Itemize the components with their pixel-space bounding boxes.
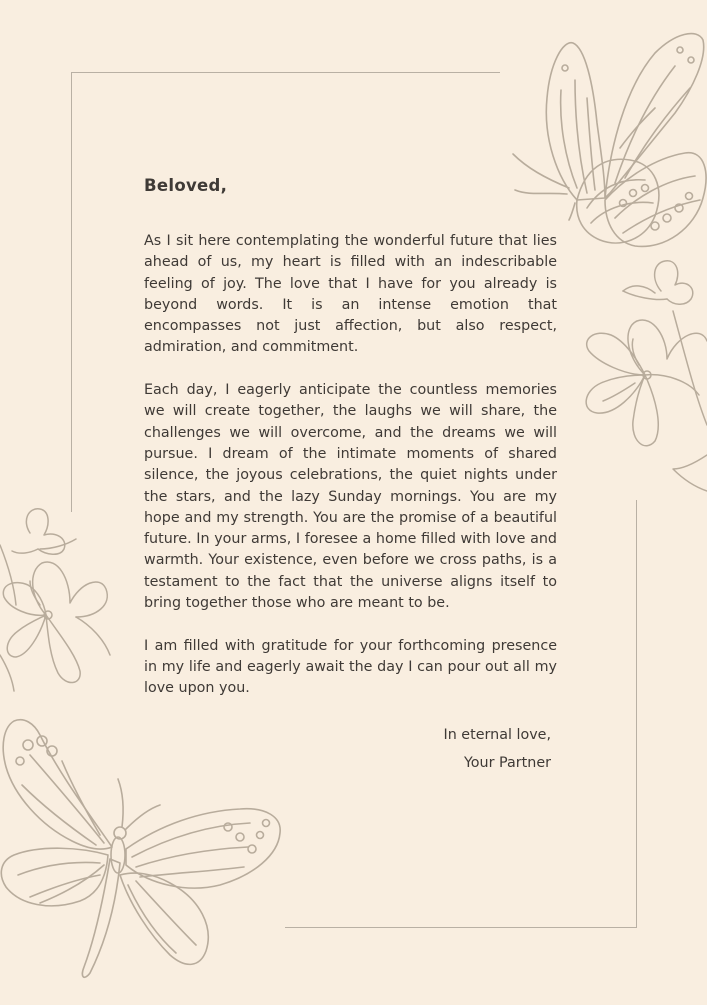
letter-paragraph-3: I am filled with gratitude for your forthcoming presence in my life and eagerly await the day I can pour out all my love upon you. xyxy=(144,637,557,697)
frame-line-bottom xyxy=(285,927,637,928)
letter-paragraph-1: As I sit here contemplating the wonderful future that lies ahead of us, my heart is filled with an indescribable feeling of joy. The love that I have for you already is beyond words. It is an intense emotion that encompasses not just affection, but also respect, admiration, and commitment. xyxy=(144,233,557,356)
letter-closing: In eternal love, xyxy=(443,726,551,743)
flowers-right-icon xyxy=(575,255,707,505)
letter-signoff xyxy=(144,721,557,777)
letter-body xyxy=(144,176,557,777)
letter-paragraph-2: Each day, I eagerly anticipate the countless memories we will create together, the laughs we will share, the challenges we will overcome, and the dreams we will pursue. I dream of the intimate moments of shared silence, the joyous celebrations, the quiet nights under the stars, and the lazy Sunday mornings. You are my hope and my strength. You are the promise of a beautiful future. In your arms, I foresee a home filled with love and warmth. Your existence, even before we cross paths, is a testament to the fact that the universe aligns itself to bring together those who are meant to be. xyxy=(144,382,557,612)
flowers-left-icon xyxy=(0,505,115,695)
frame-line-right xyxy=(636,500,637,928)
frame-line-left xyxy=(71,72,72,512)
letter-signature: Your Partner xyxy=(463,754,551,771)
letter-greeting: Beloved, xyxy=(144,176,228,195)
frame-line-top xyxy=(71,72,500,73)
